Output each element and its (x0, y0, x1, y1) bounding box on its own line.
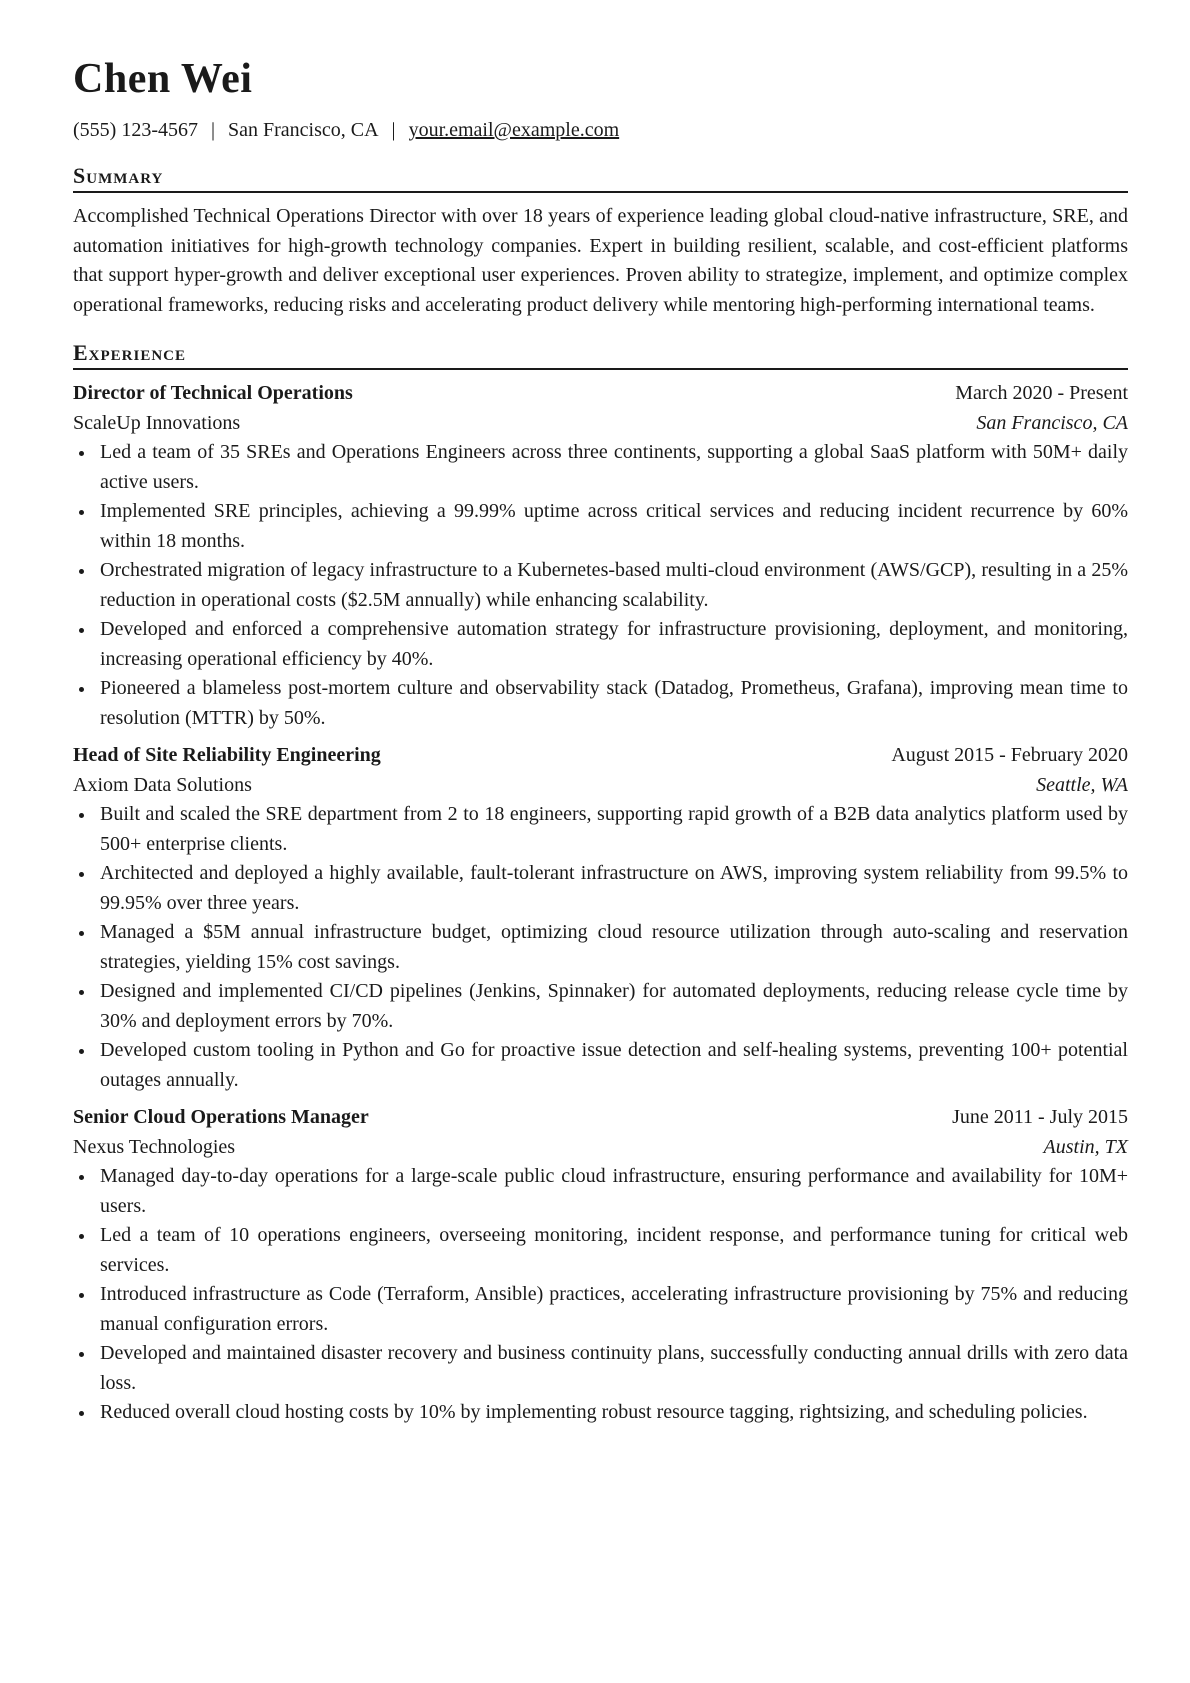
bullet-text: Managed day-to-day operations for a large-scale public cloud infrastructure, ensuring performance and availability for 10M+ users. (100, 1165, 1128, 1217)
bullet-text: Managed a $5M annual infrastructure budget, optimizing cloud resource utilization through auto-scaling and reservation strategies, yielding 15% cost savings. (100, 921, 1128, 973)
job-bullets (73, 1162, 1128, 1428)
bullet-item (73, 674, 1128, 733)
bullet-item (73, 918, 1128, 977)
job-bullets (73, 438, 1128, 733)
summary-heading: Summary (73, 165, 1128, 193)
bullet-text: Introduced infrastructure as Code (Terraform, Ansible) practices, accelerating infrastructure provisioning by 75% and reducing manual configuration errors. (100, 1283, 1128, 1335)
bullet-item (73, 1398, 1128, 1428)
bullet-dot-icon (79, 687, 84, 692)
job-title: Head of Site Reliability Engineering (73, 744, 381, 766)
bullet-dot-icon (79, 1175, 84, 1180)
job-title-row (73, 379, 1128, 409)
bullet-text: Led a team of 10 operations engineers, overseeing monitoring, incident response, and performance tuning for critical web services. (100, 1224, 1128, 1276)
email-link[interactable]: your.email@example.com (408, 119, 620, 141)
bullet-dot-icon (79, 1411, 84, 1416)
bullet-text: Built and scaled the SRE department from 2 to 18 engineers, supporting rapid growth of a B2B data analytics platform used by 500+ enterprise clients. (100, 803, 1128, 855)
bullet-text: Orchestrated migration of legacy infrastructure to a Kubernetes-based multi-cloud environment (AWS/GCP), resulting in a 25% reduction in operational costs ($2.5M annually) while enhancing scalability. (100, 559, 1128, 611)
bullet-text: Developed and maintained disaster recovery and business continuity plans, successfully conducting annual drills with zero data loss. (100, 1342, 1128, 1394)
job-dates: August 2015 - February 2020 (891, 744, 1128, 766)
job-dates: June 2011 - July 2015 (952, 1106, 1128, 1128)
bullet-dot-icon (79, 990, 84, 995)
bullet-item (73, 438, 1128, 497)
job-location: San Francisco, CA (976, 411, 1128, 434)
bullet-dot-icon (79, 510, 84, 515)
bullet-text: Pioneered a blameless post-mortem culture and observability stack (Datadog, Prometheus, Grafana), improving mean time to resolution (MTTR) by 50%. (100, 677, 1128, 729)
contact-line (73, 120, 1128, 140)
phone-number: (555) 123-4567 (73, 119, 198, 141)
bullet-item (73, 800, 1128, 859)
bullet-item (73, 1036, 1128, 1095)
job-entry (73, 741, 1128, 1095)
bullet-text: Reduced overall cloud hosting costs by 10% by implementing robust resource tagging, rightsizing, and scheduling policies. (100, 1401, 1088, 1423)
experience-heading: Experience (73, 342, 1128, 370)
job-title-row (73, 741, 1128, 771)
job-company-row (73, 771, 1128, 801)
company-name: ScaleUp Innovations (73, 411, 241, 434)
summary-text: Accomplished Technical Operations Director with over 18 years of experience leading global cloud-native infrastructure, SRE, and automation initiatives for high-growth technology companies. Expert in building resilient, scalable, and cost-efficient platforms that support hyper-growth and deliver exceptional user experiences. Proven ability to strategize, implement, and optimize complex operational frameworks, reducing risks and accelerating product delivery while mentoring high-performing international teams. (73, 205, 1128, 316)
bullet-text: Developed and enforced a comprehensive automation strategy for infrastructure provisioning, deployment, and monitoring, increasing operational efficiency by 40%. (100, 618, 1128, 670)
bullet-text: Architected and deployed a highly available, fault-tolerant infrastructure on AWS, improving system reliability from 99.5% to 99.95% over three years. (100, 862, 1128, 914)
contact-separator: | (210, 119, 215, 141)
bullet-item (73, 615, 1128, 674)
bullet-dot-icon (79, 628, 84, 633)
bullet-dot-icon (79, 1293, 84, 1298)
bullet-dot-icon (79, 451, 84, 456)
job-location: Seattle, WA (1036, 773, 1128, 796)
bullet-item (73, 497, 1128, 556)
job-title: Director of Technical Operations (73, 382, 353, 404)
bullet-text: Led a team of 35 SREs and Operations Engineers across three continents, supporting a global SaaS platform with 50M+ daily active users. (100, 441, 1128, 493)
candidate-name: Chen Wei (73, 56, 253, 102)
bullet-text: Developed custom tooling in Python and Go for proactive issue detection and self-healing systems, preventing 100+ potential outages annually. (100, 1039, 1128, 1091)
job-bullets (73, 800, 1128, 1095)
bullet-item (73, 556, 1128, 615)
bullet-dot-icon (79, 1352, 84, 1357)
bullet-item (73, 1221, 1128, 1280)
bullet-item (73, 1280, 1128, 1339)
bullet-dot-icon (79, 931, 84, 936)
job-dates: March 2020 - Present (955, 382, 1128, 404)
bullet-text: Implemented SRE principles, achieving a 99.99% uptime across critical services and reducing incident recurrence by 60% within 18 months. (100, 500, 1128, 552)
job-location: Austin, TX (1043, 1135, 1128, 1158)
bullet-dot-icon (79, 1049, 84, 1054)
company-name: Axiom Data Solutions (73, 773, 252, 796)
company-name: Nexus Technologies (73, 1135, 236, 1158)
job-title: Senior Cloud Operations Manager (73, 1106, 369, 1128)
bullet-item (73, 977, 1128, 1036)
bullet-item (73, 1339, 1128, 1398)
contact-separator: | (391, 119, 396, 141)
job-entry (73, 379, 1128, 733)
resume-page (73, 58, 1128, 1436)
job-entry (73, 1103, 1128, 1428)
bullet-item (73, 859, 1128, 918)
job-company-row (73, 409, 1128, 439)
job-title-row (73, 1103, 1128, 1133)
bullet-dot-icon (79, 813, 84, 818)
location-text: San Francisco, CA (228, 119, 379, 141)
bullet-item (73, 1162, 1128, 1221)
job-company-row (73, 1133, 1128, 1163)
bullet-text: Designed and implemented CI/CD pipelines (Jenkins, Spinnaker) for automated deployments, reducing release cycle time by 30% and deployment errors by 70%. (100, 980, 1128, 1032)
bullet-dot-icon (79, 872, 84, 877)
bullet-dot-icon (79, 569, 84, 574)
bullet-dot-icon (79, 1234, 84, 1239)
